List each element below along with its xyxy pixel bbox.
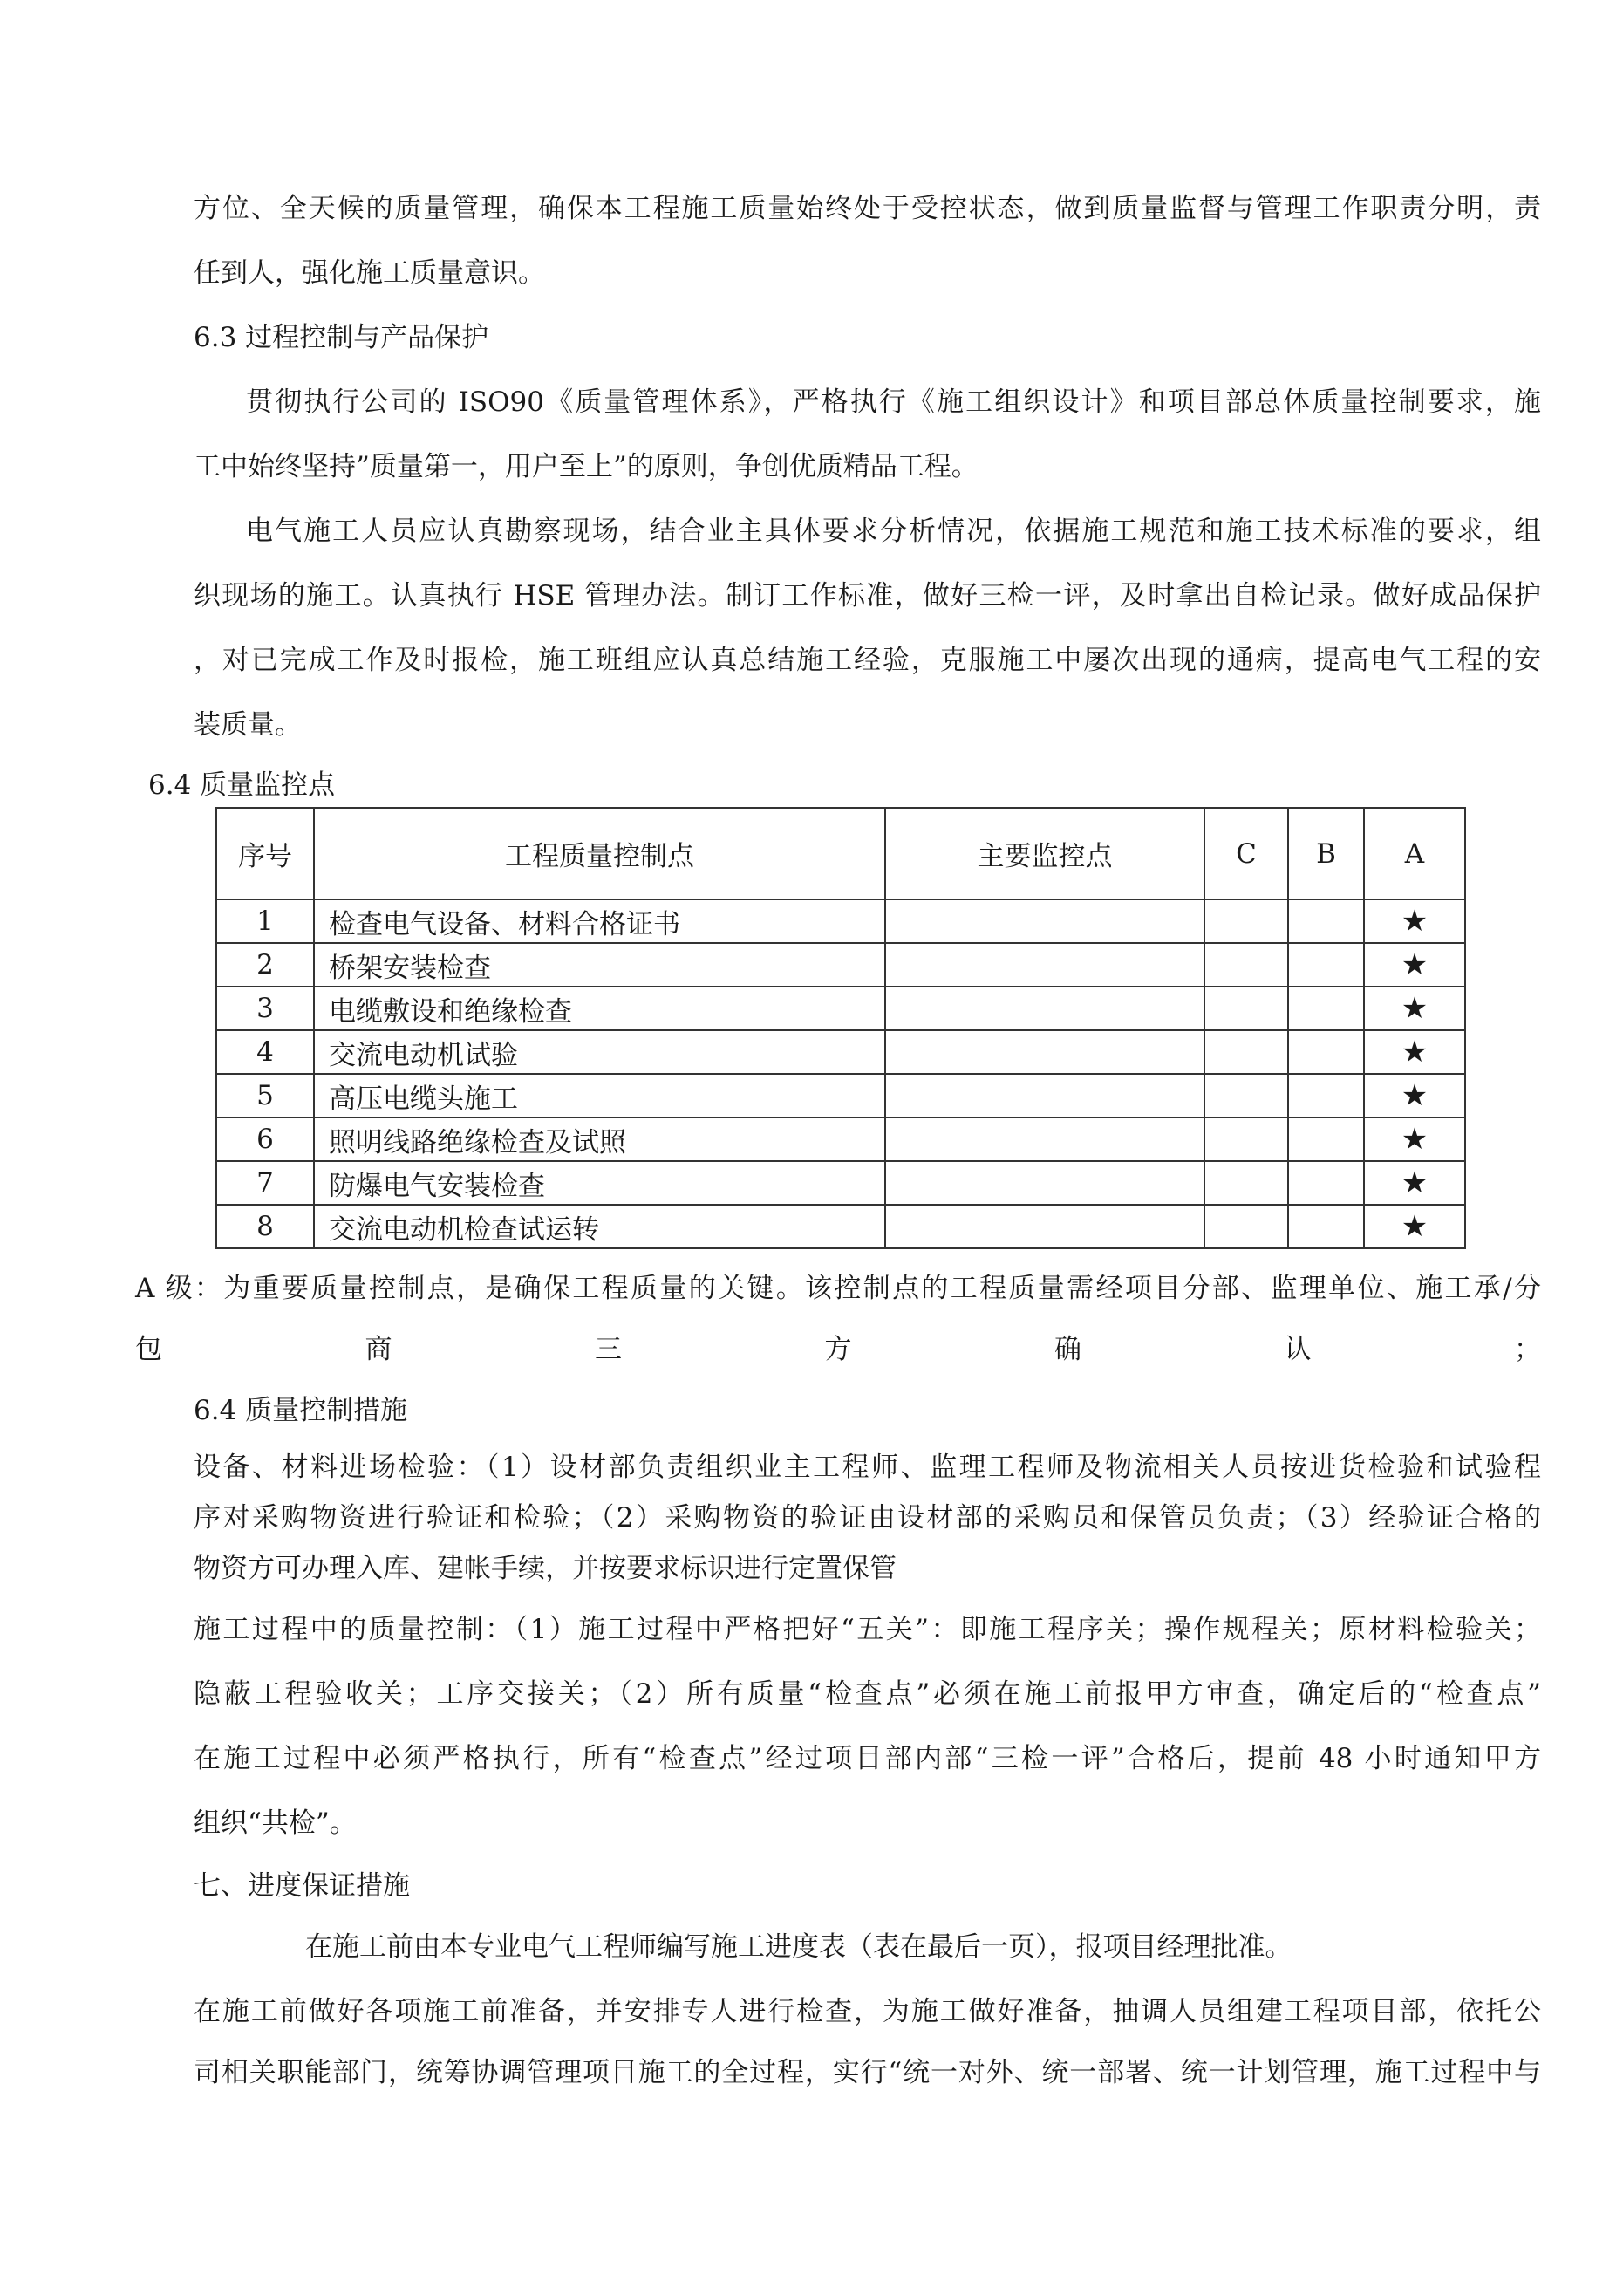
row-control-point: 高压电缆头施工 (314, 1074, 885, 1117)
paragraph-line: 包商三方确认； (135, 1334, 1541, 1365)
star-icon: ★ (1364, 1117, 1465, 1161)
row-seq: 2 (216, 943, 314, 987)
row-b (1288, 899, 1364, 943)
paragraph-line: 贯彻执行公司的 ISO90《质量管理体系》，严格执行《施工组织设计》和项目部总体质量控制要求，施 (246, 386, 1541, 418)
header-a: A (1364, 808, 1465, 899)
table-row (216, 1074, 1465, 1117)
table-row (216, 1205, 1465, 1248)
star-icon: ★ (1364, 1030, 1465, 1074)
paragraph-line: 施工过程中的质量控制：（1）施工过程中严格把好“五关”：即施工程序关；操作规程关；原材料检验关； (194, 1614, 1541, 1645)
paragraph-line: 在施工前由本专业电气工程师编写施工进度表（表在最后一页），报项目经理批准。 (305, 1931, 1292, 1963)
paragraph-line: 在施工前做好各项施工前准备，并安排专人进行检查，为施工做好准备，抽调人员组建工程项目部，依托公 (194, 1996, 1541, 2027)
paragraph-line: ，对已完成工作及时报检，施工班组应认真总结施工经验，克服施工中屡次出现的通病，提高电气工程的安 (194, 645, 1541, 676)
table-row (216, 899, 1465, 943)
row-seq: 6 (216, 1117, 314, 1161)
row-c (1204, 943, 1288, 987)
table-row (216, 1161, 1465, 1205)
row-b (1288, 1030, 1364, 1074)
row-monitor (885, 1205, 1204, 1248)
table-row (216, 1030, 1465, 1074)
section-heading-6-4: 6.4 质量监控点 (148, 769, 336, 801)
star-icon: ★ (1364, 1205, 1465, 1248)
paragraph-line: 物资方可办理入库、建帐手续，并按要求标识进行定置保管 (194, 1553, 897, 1584)
row-c (1204, 1205, 1288, 1248)
row-control-point: 桥架安装检查 (314, 943, 885, 987)
row-monitor (885, 987, 1204, 1030)
star-icon: ★ (1364, 943, 1465, 987)
paragraph-line: 电气施工人员应认真勘察现场，结合业主具体要求分析情况，依据施工规范和施工技术标准的要求，组 (246, 516, 1541, 547)
paragraph-line: 任到人，强化施工质量意识。 (194, 257, 545, 289)
quality-control-table (215, 807, 1466, 1249)
paragraph-line: 织现场的施工。认真执行 HSE 管理办法。制订工作标准，做好三检一评，及时拿出自检记录。做好成品保护 (194, 580, 1541, 612)
row-b (1288, 1074, 1364, 1117)
paragraph-line: 隐蔽工程验收关；工序交接关；（2）所有质量“检查点”必须在施工前报甲方审查，确定后的“检查点” (194, 1678, 1541, 1710)
paragraph-line: 序对采购物资进行验证和检验；（2）采购物资的验证由设材部的采购员和保管员负责；（3）经验证合格的 (194, 1502, 1541, 1534)
row-monitor (885, 1117, 1204, 1161)
star-icon: ★ (1364, 899, 1465, 943)
table-row (216, 943, 1465, 987)
row-monitor (885, 1074, 1204, 1117)
paragraph-line: 在施工过程中必须严格执行，所有“检查点”经过项目部内部“三检一评”合格后，提前 48 小时通知甲方 (194, 1743, 1541, 1774)
paragraph-line: 工中始终坚持”质量第一，用户至上”的原则，争创优质精品工程。 (194, 451, 979, 482)
row-control-point: 交流电动机试验 (314, 1030, 885, 1074)
section-heading-6-4-measures: 6.4 质量控制措施 (194, 1395, 408, 1426)
star-icon: ★ (1364, 1161, 1465, 1205)
row-monitor (885, 899, 1204, 943)
row-c (1204, 1117, 1288, 1161)
header-control-point: 工程质量控制点 (314, 808, 885, 899)
row-seq: 4 (216, 1030, 314, 1074)
row-b (1288, 987, 1364, 1030)
row-c (1204, 1161, 1288, 1205)
row-seq: 5 (216, 1074, 314, 1117)
row-c (1204, 1030, 1288, 1074)
row-monitor (885, 1030, 1204, 1074)
header-seq: 序号 (216, 808, 314, 899)
section-heading-7: 七、进度保证措施 (194, 1870, 410, 1902)
star-icon: ★ (1364, 987, 1465, 1030)
row-monitor (885, 943, 1204, 987)
row-b (1288, 943, 1364, 987)
row-control-point: 照明线路绝缘检查及试照 (314, 1117, 885, 1161)
header-b: B (1288, 808, 1364, 899)
table-row (216, 987, 1465, 1030)
row-c (1204, 1074, 1288, 1117)
row-c (1204, 987, 1288, 1030)
row-control-point: 防爆电气安装检查 (314, 1161, 885, 1205)
row-b (1288, 1117, 1364, 1161)
row-c (1204, 899, 1288, 943)
row-seq: 8 (216, 1205, 314, 1248)
row-b (1288, 1205, 1364, 1248)
row-control-point: 检查电气设备、材料合格证书 (314, 899, 885, 943)
row-b (1288, 1161, 1364, 1205)
header-main-monitor: 主要监控点 (885, 808, 1204, 899)
table-header-row (216, 808, 1465, 899)
row-monitor (885, 1161, 1204, 1205)
header-c: C (1204, 808, 1288, 899)
paragraph-line: 组织“共检”。 (194, 1807, 357, 1839)
paragraph-line: 装质量。 (194, 709, 302, 741)
row-control-point: 电缆敷设和绝缘检查 (314, 987, 885, 1030)
row-seq: 3 (216, 987, 314, 1030)
row-seq: 1 (216, 899, 314, 943)
star-icon: ★ (1364, 1074, 1465, 1117)
paragraph-line: 方位、全天候的质量管理，确保本工程施工质量始终处于受控状态，做到质量监督与管理工作职责分明，责 (194, 193, 1541, 224)
row-control-point: 交流电动机检查试运转 (314, 1205, 885, 1248)
paragraph-line: 司相关职能部门，统筹协调管理项目施工的全过程，实行“统一对外、统一部署、统一计划管理，施工过程中与 (194, 2057, 1541, 2088)
table-row (216, 1117, 1465, 1161)
paragraph-line: 设备、材料进场检验：（1）设材部负责组织业主工程师、监理工程师及物流相关人员按进货检验和试验程 (194, 1452, 1541, 1483)
section-heading-6-3: 6.3 过程控制与产品保护 (194, 322, 489, 353)
paragraph-line: A 级：为重要质量控制点，是确保工程质量的关键。该控制点的工程质量需经项目分部、监理单位、施工承/分 (135, 1273, 1541, 1304)
row-seq: 7 (216, 1161, 314, 1205)
